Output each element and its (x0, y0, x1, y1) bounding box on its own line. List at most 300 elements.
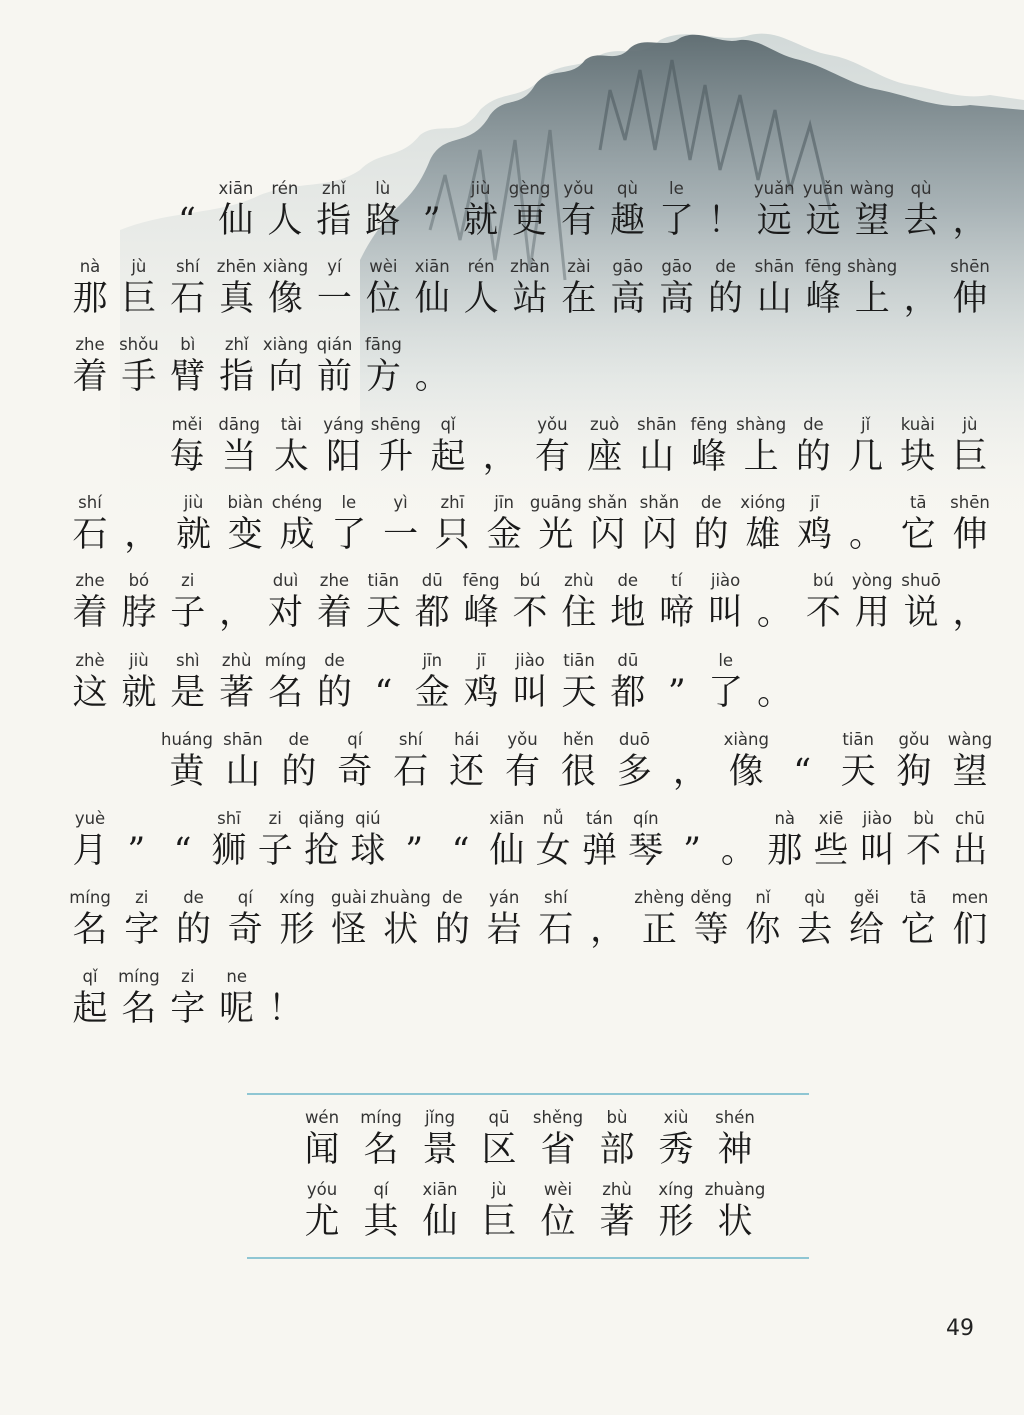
hanzi: 路 (365, 201, 401, 241)
hanzi: 尤 (304, 1202, 340, 1242)
pinyin: fēng (690, 415, 728, 434)
pinyin: tā (909, 493, 927, 512)
hanzi: 了 (658, 201, 694, 241)
pinyin: shān (754, 257, 795, 276)
pinyin: tán (585, 809, 613, 828)
hanzi: 上 (854, 279, 890, 319)
punctuation: ” (127, 831, 146, 871)
hanzi: 金 (486, 515, 522, 555)
pinyin: shǎn (639, 493, 680, 512)
hanzi: 们 (952, 910, 988, 950)
hanzi: 雄 (745, 515, 781, 555)
hanzi: 在 (561, 279, 597, 319)
pinyin: gāo (661, 257, 692, 276)
pinyin: zhàn (510, 257, 550, 276)
pinyin: nà (774, 809, 796, 828)
pinyin: qí (373, 1180, 389, 1199)
pinyin: qù (910, 179, 932, 198)
hanzi: 球 (350, 831, 386, 871)
hanzi: 峰 (463, 593, 499, 633)
punctuation: 。 (756, 593, 792, 633)
hanzi: 女 (535, 831, 571, 871)
pinyin: zhè (75, 651, 105, 670)
hanzi: 出 (952, 831, 988, 871)
hanzi: 名 (121, 989, 157, 1029)
punctuation: “ (374, 673, 393, 713)
pinyin: jīn (422, 651, 443, 670)
pinyin: wàng (947, 730, 993, 749)
pinyin: jiào (862, 809, 893, 828)
hanzi: 状 (717, 1202, 753, 1242)
vocabulary-box (247, 1093, 809, 1259)
hanzi: 指 (219, 357, 255, 397)
punctuation: ！ (268, 989, 304, 1029)
hanzi: 更 (512, 201, 548, 241)
pinyin: yuè (74, 809, 106, 828)
pinyin: zhèng (634, 888, 685, 907)
hanzi: 对 (268, 593, 304, 633)
hanzi: 位 (540, 1202, 576, 1242)
hanzi: 像 (268, 279, 304, 319)
hanzi: 山 (639, 437, 675, 477)
pinyin: wàng (849, 179, 895, 198)
pinyin: rén (271, 179, 299, 198)
hanzi: 脖 (121, 593, 157, 633)
hanzi: 岩 (486, 910, 522, 950)
hanzi: 石 (538, 910, 574, 950)
hanzi: 很 (560, 752, 596, 792)
hanzi: 状 (383, 910, 419, 950)
hanzi: 的 (316, 673, 352, 713)
hanzi: 天 (365, 593, 401, 633)
hanzi: 光 (538, 515, 574, 555)
hanzi: 太 (273, 437, 309, 477)
hanzi: 巨 (121, 279, 157, 319)
pinyin: zài (567, 257, 591, 276)
hanzi: 石 (393, 752, 429, 792)
hanzi: 鸡 (797, 515, 833, 555)
hanzi: 远 (805, 201, 841, 241)
hanzi: 还 (449, 752, 485, 792)
pinyin: shēn (950, 257, 990, 276)
punctuation: ” (422, 201, 441, 241)
pinyin: xióng (740, 493, 786, 512)
pinyin: yì (393, 493, 408, 512)
pinyin: zhe (75, 571, 105, 590)
pinyin: míng (118, 967, 160, 986)
punctuation: “ (793, 752, 812, 792)
hanzi: 着 (72, 593, 108, 633)
hanzi: 伸 (952, 515, 988, 555)
pinyin: shěng (532, 1108, 584, 1127)
hanzi: 怪 (331, 910, 367, 950)
hanzi: 黄 (169, 752, 205, 792)
hanzi: 天 (561, 673, 597, 713)
hanzi: 指 (316, 201, 352, 241)
pinyin: nǐ (755, 888, 771, 907)
hanzi: 都 (610, 673, 646, 713)
pinyin: shēn (950, 493, 990, 512)
hanzi: 趣 (609, 201, 645, 241)
hanzi: 变 (227, 515, 263, 555)
pinyin: qù (804, 888, 826, 907)
pinyin: zi (181, 967, 195, 986)
pinyin: de (324, 651, 345, 670)
hanzi: 方 (365, 357, 401, 397)
hanzi: 前 (316, 357, 352, 397)
pinyin: bó (128, 571, 150, 590)
pinyin: yáng (323, 415, 364, 434)
hanzi: 的 (708, 279, 744, 319)
pinyin: men (951, 888, 989, 907)
hanzi: 有 (560, 201, 596, 241)
pinyin: jī (476, 651, 486, 670)
pinyin: biàn (227, 493, 264, 512)
punctuation: 。 (720, 831, 756, 871)
pinyin: qín (633, 809, 659, 828)
pinyin: jǐ (861, 415, 871, 434)
hanzi: 人 (267, 201, 303, 241)
hanzi: 的 (176, 910, 212, 950)
pinyin: wèi (543, 1180, 573, 1199)
pinyin: jiào (710, 571, 741, 590)
hanzi: 名 (363, 1130, 399, 1170)
hanzi: 峰 (805, 279, 841, 319)
hanzi: 了 (331, 515, 367, 555)
pinyin: dū (617, 651, 639, 670)
hanzi: 人 (463, 279, 499, 319)
pinyin: tā (909, 888, 927, 907)
pinyin: gèng (508, 179, 551, 198)
hanzi: 不 (512, 593, 548, 633)
hanzi: 就 (121, 673, 157, 713)
pinyin: qù (616, 179, 638, 198)
pinyin: qiǎng (298, 809, 345, 828)
hanzi: 琴 (628, 831, 664, 871)
hanzi: 高 (610, 279, 646, 319)
pinyin: jù (491, 1180, 507, 1199)
pinyin: guài (330, 888, 367, 907)
hanzi: 给 (848, 910, 884, 950)
hanzi: 有 (505, 752, 541, 792)
pinyin: bù (606, 1108, 628, 1127)
hanzi: 它 (900, 515, 936, 555)
pinyin: xiān (218, 179, 254, 198)
hanzi: 正 (641, 910, 677, 950)
hanzi: 这 (72, 673, 108, 713)
pinyin: tiān (563, 651, 595, 670)
pinyin: qí (237, 888, 253, 907)
punctuation: ， (590, 910, 626, 950)
hanzi: 仙 (489, 831, 525, 871)
hanzi: 的 (434, 910, 470, 950)
hanzi: 金 (414, 673, 450, 713)
pinyin: xiàng (262, 335, 309, 354)
hanzi: 仙 (218, 201, 254, 241)
punctuation: ” (667, 673, 686, 713)
hanzi: 的 (693, 515, 729, 555)
pinyin: le (718, 651, 734, 670)
hanzi: 一 (316, 279, 352, 319)
pinyin: de (617, 571, 639, 590)
hanzi: 手 (121, 357, 157, 397)
hanzi: 站 (512, 279, 548, 319)
hanzi: 一 (383, 515, 419, 555)
pinyin: fēng (462, 571, 500, 590)
hanzi: 像 (728, 752, 764, 792)
pinyin: chū (955, 809, 985, 828)
pinyin: kuài (900, 415, 935, 434)
hanzi: 向 (268, 357, 304, 397)
pinyin: yuǎn (753, 179, 795, 198)
pinyin: zhēn (216, 257, 257, 276)
punctuation: ， (952, 201, 988, 241)
pinyin: xiàng (262, 257, 309, 276)
pinyin: dū (421, 571, 443, 590)
pinyin: tài (280, 415, 302, 434)
hanzi: 区 (481, 1130, 517, 1170)
pinyin: dāng (218, 415, 260, 434)
hanzi: 字 (170, 989, 206, 1029)
punctuation: “ (173, 831, 192, 871)
punctuation: ， (903, 279, 939, 319)
pinyin: huáng (161, 730, 213, 749)
pinyin: shān (223, 730, 263, 749)
pinyin: jiào (515, 651, 545, 670)
pinyin: shī (217, 809, 241, 828)
pinyin: míng (69, 888, 111, 907)
hanzi: 山 (225, 752, 261, 792)
hanzi: 阳 (326, 437, 362, 477)
hanzi: 奇 (337, 752, 373, 792)
hanzi: 著 (599, 1202, 635, 1242)
hanzi: 多 (616, 752, 652, 792)
punctuation: “ (451, 831, 470, 871)
pinyin: jī (810, 493, 820, 512)
pinyin: shàng (847, 257, 898, 276)
hanzi: 了 (708, 673, 744, 713)
pinyin: yǒu (563, 179, 594, 198)
hanzi: 座 (587, 437, 623, 477)
hanzi: 成 (279, 515, 315, 555)
hanzi: 巨 (952, 437, 988, 477)
hanzi: 天 (840, 752, 876, 792)
hanzi: 闪 (641, 515, 677, 555)
pinyin: zhǐ (224, 335, 249, 354)
hanzi: 名 (72, 910, 108, 950)
hanzi: 每 (169, 437, 205, 477)
hanzi: 形 (279, 910, 315, 950)
hanzi: 望 (952, 752, 988, 792)
hanzi: 位 (365, 279, 401, 319)
pinyin: zhù (602, 1180, 632, 1199)
pinyin: jiù (129, 651, 149, 670)
pinyin: wèi (369, 257, 398, 276)
pinyin: shén (715, 1108, 755, 1127)
hanzi: 用 (854, 593, 890, 633)
hanzi: 叫 (708, 593, 744, 633)
hanzi: 形 (658, 1202, 694, 1242)
pinyin: qǐ (440, 415, 456, 434)
pinyin: de (442, 888, 463, 907)
pinyin: zhe (75, 335, 105, 354)
pinyin: hái (454, 730, 480, 749)
pinyin: de (288, 730, 310, 749)
pinyin: shǎn (587, 493, 628, 512)
pinyin: qiú (355, 809, 381, 828)
pinyin: bù (913, 809, 935, 828)
hanzi: 奇 (227, 910, 263, 950)
pinyin: shuō (901, 571, 941, 590)
pinyin: zi (268, 809, 282, 828)
hanzi: 地 (610, 593, 646, 633)
hanzi: 名 (268, 673, 304, 713)
pinyin: xiān (414, 257, 450, 276)
pinyin: bì (180, 335, 196, 354)
hanzi: 叫 (859, 831, 895, 871)
hanzi: 狮 (211, 831, 247, 871)
hanzi: 神 (717, 1130, 753, 1170)
hanzi: 闪 (590, 515, 626, 555)
pinyin: nǚ (542, 809, 564, 828)
hanzi: 上 (743, 437, 779, 477)
pinyin: tiān (367, 571, 400, 590)
punctuation: 。 (414, 357, 450, 397)
hanzi: 峰 (691, 437, 727, 477)
hanzi: 其 (363, 1202, 399, 1242)
pinyin: qí (347, 730, 363, 749)
pinyin: xiàng (723, 730, 769, 749)
pinyin: shì (175, 651, 200, 670)
punctuation: ， (219, 593, 255, 633)
pinyin: lù (375, 179, 391, 198)
hanzi: 字 (124, 910, 160, 950)
hanzi: 山 (756, 279, 792, 319)
hanzi: 几 (848, 437, 884, 477)
pinyin: děng (690, 888, 732, 907)
hanzi: 鸡 (463, 673, 499, 713)
hanzi: 的 (281, 752, 317, 792)
hanzi: 的 (795, 437, 831, 477)
hanzi: 月 (72, 831, 108, 871)
hanzi: 都 (414, 593, 450, 633)
pinyin: míng (360, 1108, 402, 1127)
hanzi: 狗 (896, 752, 932, 792)
hanzi: 景 (422, 1130, 458, 1170)
hanzi: 着 (316, 593, 352, 633)
pinyin: shān (636, 415, 677, 434)
pinyin: tí (671, 571, 683, 590)
pinyin: de (715, 257, 736, 276)
pinyin: hěn (562, 730, 595, 749)
pinyin: qū (488, 1108, 510, 1127)
hanzi: 是 (170, 673, 206, 713)
pinyin: nà (79, 257, 101, 276)
hanzi: 望 (854, 201, 890, 241)
pinyin: zi (181, 571, 195, 590)
hanzi: 抢 (304, 831, 340, 871)
pinyin: gěi (853, 888, 880, 907)
hanzi: 只 (434, 515, 470, 555)
pinyin: shí (398, 730, 423, 749)
pinyin: wén (304, 1108, 340, 1127)
hanzi: 伸 (952, 279, 988, 319)
page-number: 49 (946, 1316, 974, 1341)
pinyin: guāng (529, 493, 582, 512)
pinyin: bú (812, 571, 834, 590)
hanzi: 呢 (219, 989, 255, 1029)
pinyin: shǒu (119, 335, 159, 354)
pinyin: duì (272, 571, 299, 590)
hanzi: 著 (219, 673, 255, 713)
hanzi: 住 (561, 593, 597, 633)
hanzi: 着 (72, 357, 108, 397)
pinyin: fāng (364, 335, 402, 354)
punctuation: ， (124, 515, 160, 555)
pinyin: de (183, 888, 204, 907)
punctuation: 。 (757, 673, 793, 713)
pinyin: shí (175, 257, 200, 276)
hanzi: 就 (176, 515, 212, 555)
hanzi: 起 (430, 437, 466, 477)
pinyin: de (700, 493, 722, 512)
pinyin: le (341, 493, 357, 512)
pinyin: jīn (494, 493, 514, 512)
hanzi: 弹 (581, 831, 617, 871)
pinyin: zi (135, 888, 149, 907)
hanzi: 啼 (659, 593, 695, 633)
pinyin: yòng (851, 571, 893, 590)
pinyin: de (803, 415, 824, 434)
hanzi: 仙 (414, 279, 450, 319)
hanzi: 些 (813, 831, 849, 871)
pinyin: qǐ (82, 967, 98, 986)
punctuation: “ (178, 201, 196, 241)
pinyin: jù (131, 257, 147, 276)
pinyin: zuò (589, 415, 620, 434)
hanzi: 秀 (658, 1130, 694, 1170)
hanzi: 就 (463, 201, 499, 241)
hanzi: 你 (745, 910, 781, 950)
pinyin: gǒu (898, 730, 930, 749)
hanzi: 升 (378, 437, 414, 477)
pinyin: le (669, 179, 684, 198)
hanzi: 高 (659, 279, 695, 319)
hanzi: 那 (767, 831, 803, 871)
hanzi: 真 (219, 279, 255, 319)
hanzi: 仙 (422, 1202, 458, 1242)
hanzi: 它 (900, 910, 936, 950)
pinyin: yǒu (537, 415, 568, 434)
punctuation: ” (683, 831, 702, 871)
pinyin: zhe (319, 571, 350, 590)
pinyin: yí (327, 257, 342, 276)
hanzi: 巨 (481, 1202, 517, 1242)
hanzi: 省 (540, 1130, 576, 1170)
hanzi: 部 (599, 1130, 635, 1170)
pinyin: yóu (306, 1180, 338, 1199)
pinyin: qián (316, 335, 353, 354)
pinyin: yuǎn (802, 179, 844, 198)
hanzi: 子 (170, 593, 206, 633)
pinyin: zhuàng (704, 1180, 766, 1199)
pinyin: měi (171, 415, 203, 434)
pinyin: shàng (736, 415, 787, 434)
pinyin: jiù (183, 493, 204, 512)
hanzi: 不 (906, 831, 942, 871)
hanzi: 等 (693, 910, 729, 950)
pinyin: xiù (663, 1108, 689, 1127)
